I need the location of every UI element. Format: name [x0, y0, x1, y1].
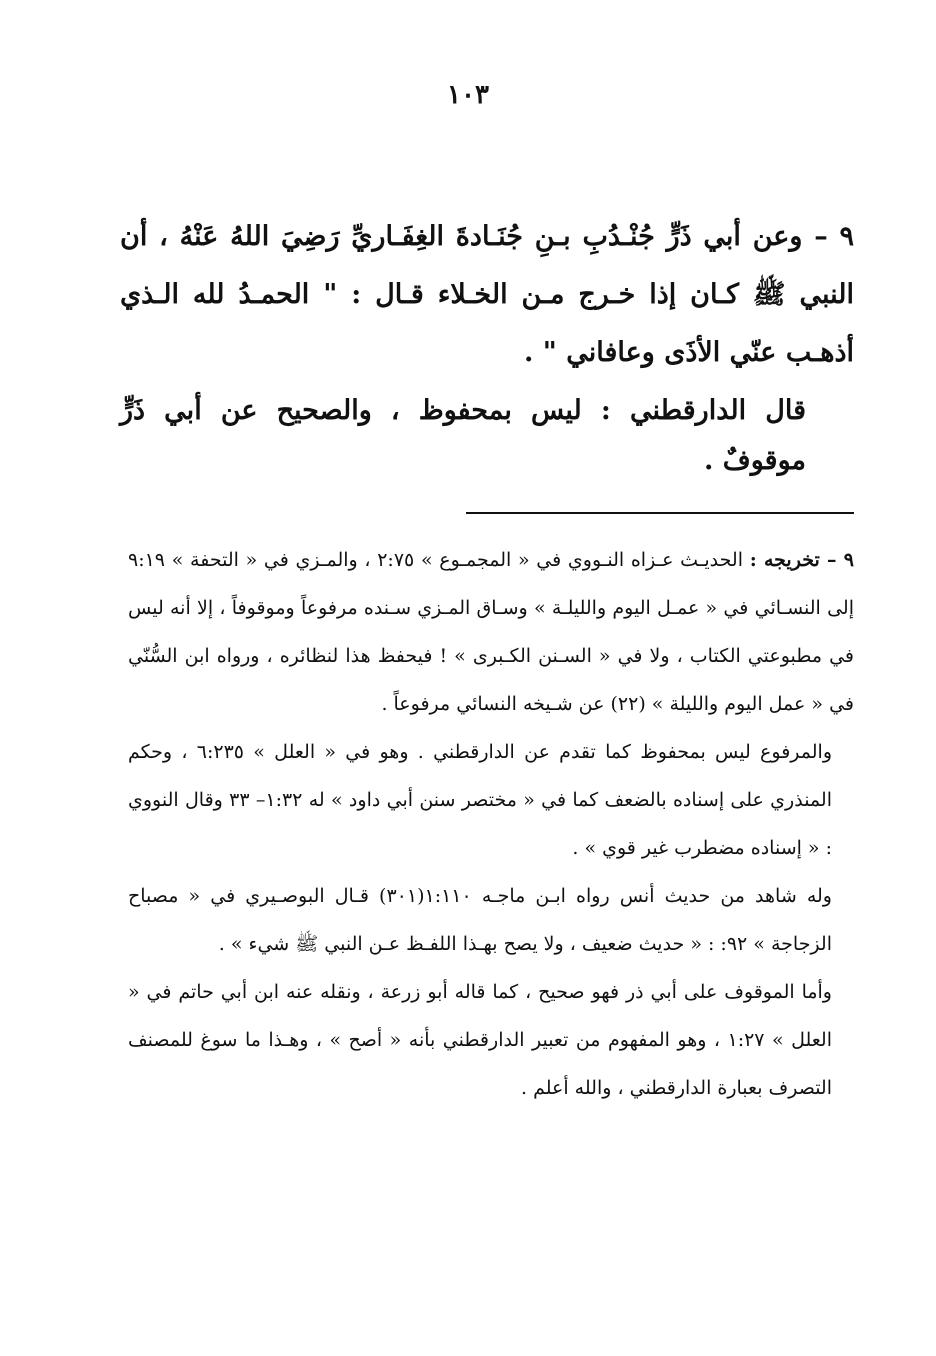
footnote-paragraph: وله شاهد من حديث أنس رواه ابـن ماجـه ١:١١٠(٣٠١) قـال البوصـيري في « مصباح الزجاجة » ٩٢: : « حديث ضعيف ، ولا يصح بهـذا اللفـظ عـن النبي ﷺ شيء » . — [128, 885, 832, 955]
footnote-block — [128, 536, 854, 1112]
hadith-ruling: قال الدارقطني : ليس بمحفوظ ، والصحيح عن أبي ذَرٍّ موقوفٌ . — [120, 395, 806, 476]
hadith-text: ٩ – وعن أبي ذَرٍّ جُنْـدُبِ بـنِ جُنَـادةَ الغِفَـاريِّ رَضِيَ اللهُ عَنْهُ ، أن النبي ﷺ كـان إذا خـرج مـن الخـلاء قـال : " الحمـدُ لله الـذي أذهـب عنّي الأذَى وعافاني " . — [120, 221, 854, 368]
footnote-paragraph: وأما الموقوف على أبي ذر فهو صحيح ، كما قاله أبو زرعة ، ونقله عنه ابن أبي حاتم في « العلل » ١:٢٧ ، وهو المفهوم من تعبير الدارقطني بأنه « أصح » ، وهـذا ما سوغ للمصنف التصرف بعبارة الدارقطني ، والله أعلم . — [128, 981, 832, 1099]
footnote-divider — [466, 512, 854, 514]
page-number: ١٠٣ — [447, 80, 489, 110]
footnote-paragraph — [128, 536, 854, 728]
footnote-paragraph: والمرفوع ليس بمحفوظ كما تقدم عن الدارقطني . وهو في « العلل » ٦:٢٣٥ ، وحكم المنذري على إسناده بالضعف كما في « مختصر سنن أبي داود » له ١:٣٢– ٣٣ وقال النووي : « إسناده مضطرب غير قوي » . — [128, 741, 832, 859]
footnote-paragraph-text: الحديـث عـزاه النـووي في « المجمـوع » ٢:٧٥ ، والمـزي في « التحفة » ٩:١٩ إلى النسـائي في « عمـل اليوم والليلـة » وسـاق المـزي سـنده مرفوعاً وموقوفاً ، إلا أنه ليس في مطبوعتي الكتاب ، ولا في « السـنن الكـبرى » ! فيحفظ هذا لنظائره ، ورواه ابن السُّنّي في « عمل اليوم والليلة » (٢٢) عن شـيخه النسائي مرفوعاً . — [128, 549, 854, 715]
hadith-block — [120, 208, 854, 486]
footnote-label: ٩ – تخريجه : — [749, 549, 855, 571]
